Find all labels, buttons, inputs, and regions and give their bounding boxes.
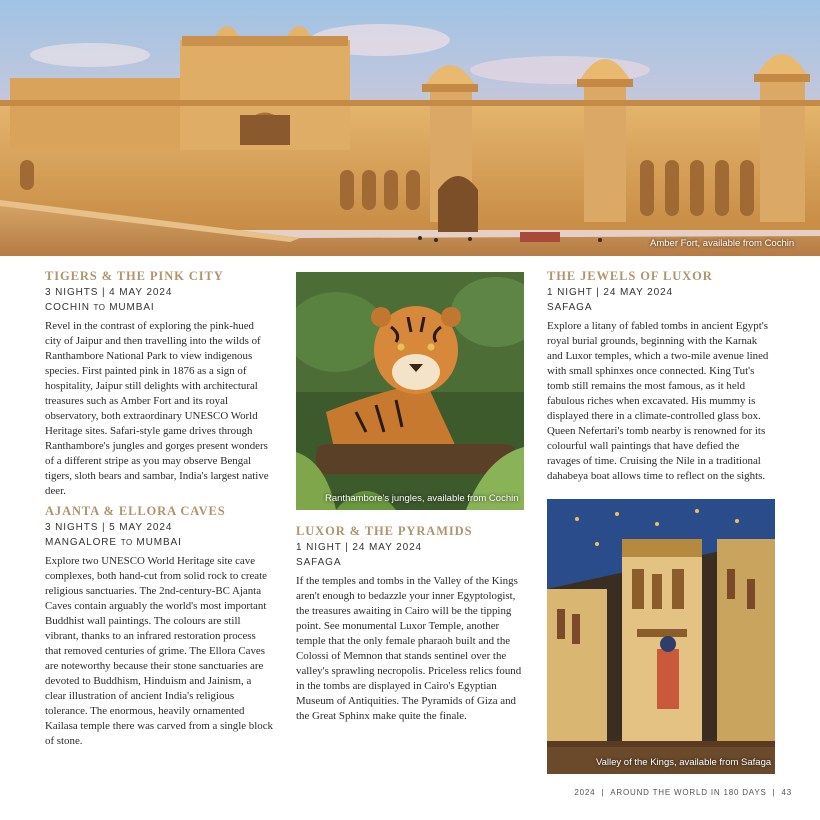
section-body: Explore two UNESCO World Heritage site cave complexes, both hand-cut from solid rock to create religious sanctuaries. The 2nd-century-BC Ajanta Caves contain arguably the world's most important Buddhist wall paintings. The colours are still vibrant, thanks to an infrared restoration process that removed centuries of grime. The Ellora Caves are noteworthy because their stone sanctuaries are devoted to Buddhism, Hinduism and Jainism, a clear illustration of ancient India's religious tolerance. The enormous, heavily ornamented Kailasa temple there was carved from a single block of stone. bbox=[45, 555, 274, 747]
tiger-caption: Ranthambore's jungles, available from Cochin bbox=[325, 493, 519, 504]
section-dates: 1 NIGHT | 24 MAY 2024 bbox=[547, 287, 673, 298]
footer-publication: AROUND THE WORLD IN 180 DAYS bbox=[610, 788, 767, 797]
section-jewels-of-luxor bbox=[547, 268, 775, 484]
route-to-word: TO bbox=[120, 538, 133, 547]
footer-year: 2024 bbox=[574, 788, 596, 797]
page-footer: 2024 | AROUND THE WORLD IN 180 DAYS | 43 bbox=[574, 788, 792, 797]
hero-photo-amber-fort bbox=[0, 0, 820, 256]
amber-fort-illustration bbox=[0, 0, 820, 256]
tomb-caption: Valley of the Kings, available from Safaga bbox=[596, 757, 772, 768]
page-number: 43 bbox=[781, 788, 792, 797]
tiger-illustration bbox=[296, 272, 524, 510]
route-origin: COCHIN bbox=[45, 302, 90, 313]
section-body: If the temples and tombs in the Valley of the Kings aren't enough to bedazzle your inner Egyptologist, the treasures awaiting in Cairo will be the tipping point. See monumental Luxor Temple, another temple that the only female pharaoh built and the Colossi of Memnon that stands sentinel over the valley's sprawling necropolis. Priceless relics found in the tombs are displayed in Cairo's Egyptian Museum of Antiquities. The Pyramids of Giza and the Great Sphinx make quite the finale. bbox=[296, 575, 522, 722]
route-destination: MUMBAI bbox=[109, 302, 155, 313]
section-title: AJANTA & ELLORA CAVES bbox=[45, 504, 226, 518]
route-to-word: TO bbox=[93, 303, 106, 312]
section-port: SAFAGA bbox=[547, 302, 593, 313]
section-ajanta-ellora bbox=[45, 503, 273, 749]
section-dates: 3 NIGHTS | 4 MAY 2024 bbox=[45, 287, 173, 298]
tiger-photo bbox=[296, 272, 524, 510]
section-route bbox=[45, 535, 273, 550]
section-dates: 3 NIGHTS | 5 MAY 2024 bbox=[45, 522, 173, 533]
section-title: THE JEWELS OF LUXOR bbox=[547, 269, 713, 283]
section-body: Explore a litany of fabled tombs in ancient Egypt's royal burial grounds, beginning with the Karnak and Luxor temples, which a two-mile avenue lined with small sphinxes once connected. King Tut's tomb still remains the most famous, as it held fabulous riches when excavated. His mummy is displayed there in a climate-controlled glass box. Queen Nefertari's tomb nearby is renowned for its colourful wall paintings that have defied the ravages of time. Cruising the Nile in a traditional dahabeya boat allows time to reflect on the sights. bbox=[547, 320, 769, 482]
column-left bbox=[45, 268, 273, 749]
column-middle bbox=[296, 523, 526, 724]
hero-caption: Amber Fort, available from Cochin bbox=[650, 238, 795, 249]
section-route bbox=[45, 300, 273, 315]
column-right bbox=[547, 268, 775, 484]
section-luxor-pyramids bbox=[296, 523, 526, 724]
route-destination: MUMBAI bbox=[136, 537, 182, 548]
section-dates: 1 NIGHT | 24 MAY 2024 bbox=[296, 542, 422, 553]
tomb-illustration bbox=[547, 499, 775, 774]
section-title: LUXOR & THE PYRAMIDS bbox=[296, 524, 473, 538]
section-port: SAFAGA bbox=[296, 557, 342, 568]
section-title: TIGERS & THE PINK CITY bbox=[45, 269, 224, 283]
section-body: Revel in the contrast of exploring the pink-hued city of Jaipur and then travelling into the wilds of Ranthambore National Park to view indigenous species. First painted pink in 1876 as a sign of hospitality, Jaipur still delights with architectural treasures such as Amber Fort and its royal observatory, both extraordinary UNESCO World Heritage sites. Safari-style game drives through Ranthambore's jungles and gorges present wonders of a different stripe as you may observe Bengal tigers, sloth bears and sambar, India's largest native deer. bbox=[45, 320, 269, 497]
tomb-photo bbox=[547, 499, 775, 774]
section-tigers-pink-city bbox=[45, 268, 273, 499]
route-origin: MANGALORE bbox=[45, 537, 118, 548]
